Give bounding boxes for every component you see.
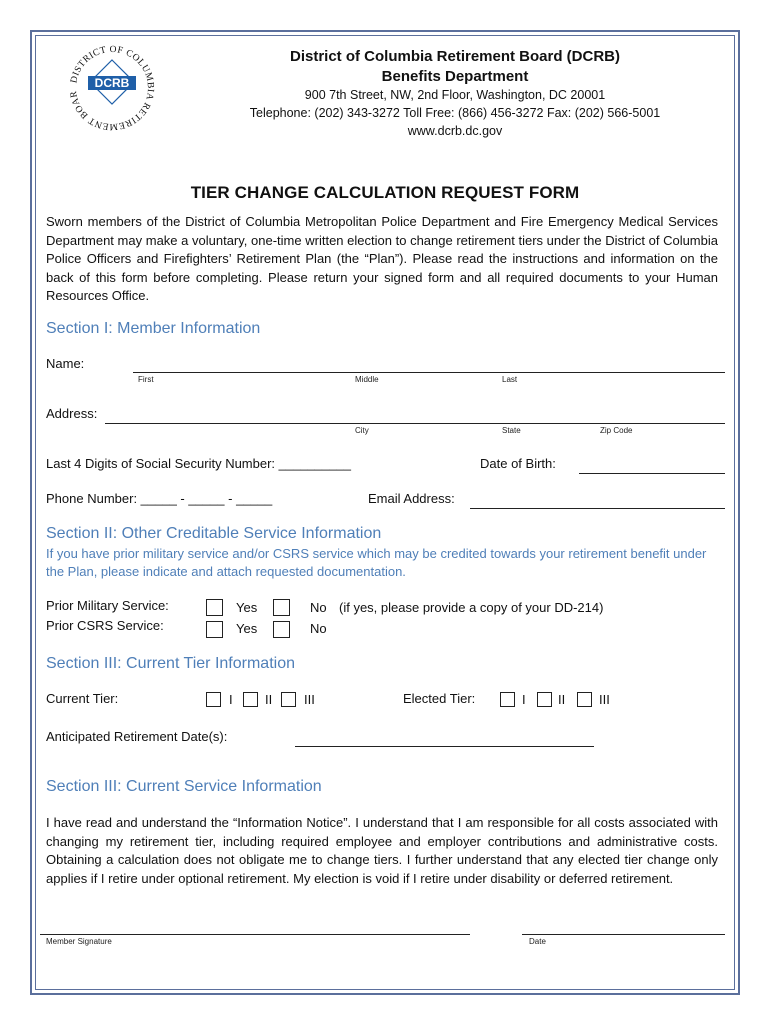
name-label: Name: xyxy=(46,356,85,371)
name-last-caption: Last xyxy=(502,375,518,384)
address-zip-caption: Zip Code xyxy=(600,426,633,435)
military-label: Prior Military Service: xyxy=(46,598,169,613)
csrs-yes-checkbox[interactable] xyxy=(206,621,223,638)
intro-paragraph: Sworn members of the District of Columbia Metropolitan Police Department and Fire Emergency Medical Services Department may make a voluntary, one-time written election to change retirement tiers under the District of Columbia Police Officers and Firefighters’ Retirement Plan (the “Plan”). Please read the instructions and information on the back of this form before completing. Please return your signed form and all required documents to your Human Resources Office. xyxy=(46,214,718,303)
retirement-date-field[interactable] xyxy=(295,746,594,747)
section3-heading: Section III: Current Tier Information xyxy=(46,655,295,672)
current-tier-label: Current Tier: xyxy=(46,691,119,706)
org-phones: Telephone: (202) 343-3272 Toll Free: (866) 456-3272 Fax: (202) 566-5001 xyxy=(249,106,661,120)
address-label: Address: xyxy=(46,406,98,421)
current-tier-1-checkbox[interactable] xyxy=(206,692,221,707)
section4-heading: Section III: Current Service Information xyxy=(46,778,322,795)
name-middle-caption: Middle xyxy=(355,375,379,384)
org-address: 900 7th Street, NW, 2nd Floor, Washington, DC 20001 xyxy=(304,88,606,102)
elected-tier-2-label: II xyxy=(558,692,566,707)
dob-label: Date of Birth: xyxy=(480,456,556,471)
retirement-date-label: Anticipated Retirement Date(s): xyxy=(46,729,228,744)
dob-field[interactable] xyxy=(579,473,725,474)
email-field[interactable] xyxy=(470,508,725,509)
org-website[interactable]: www.dcrb.dc.gov xyxy=(407,124,503,138)
elected-tier-1-label: I xyxy=(522,692,526,707)
name-first-caption: First xyxy=(138,375,154,384)
military-yes-checkbox[interactable] xyxy=(206,599,223,616)
elected-tier-3-checkbox[interactable] xyxy=(577,692,592,707)
military-note: (if yes, please provide a copy of your DD-214) xyxy=(339,600,604,615)
elected-tier-label: Elected Tier: xyxy=(403,691,476,706)
section2-heading: Section II: Other Creditable Service Information xyxy=(46,525,382,542)
acknowledgement-statement: I have read and understand the “Information Notice”. I understand that I am responsible for all costs associated with changing my retirement tier, including required employee and employer contributions and administrative costs. Obtaining a calculation does not obligate me to change tiers. I further understand that any elected tier change only applies if I retire under optional retirement. My election is void if I retire under disability or deferred retirement. xyxy=(46,815,718,886)
dcrb-logo xyxy=(64,40,160,136)
current-tier-1-label: I xyxy=(229,692,233,707)
current-tier-3-checkbox[interactable] xyxy=(281,692,296,707)
logo-center-text: DCRB xyxy=(94,76,130,90)
military-yes-label: Yes xyxy=(236,600,258,615)
signature-caption: Member Signature xyxy=(46,937,112,946)
csrs-no-label: No xyxy=(310,621,327,636)
csrs-no-checkbox[interactable] xyxy=(273,621,290,638)
address-city-caption: City xyxy=(355,426,369,435)
elected-tier-1-checkbox[interactable] xyxy=(500,692,515,707)
address-state-caption: State xyxy=(502,426,521,435)
name-field[interactable] xyxy=(133,372,725,373)
current-tier-2-checkbox[interactable] xyxy=(243,692,258,707)
org-title: District of Columbia Retirement Board (DCRB) xyxy=(289,48,621,65)
signature-date-caption: Date xyxy=(529,937,546,946)
form-title: TIER CHANGE CALCULATION REQUEST FORM xyxy=(190,183,580,202)
elected-tier-3-label: III xyxy=(599,692,610,707)
ssn-field[interactable]: Last 4 Digits of Social Security Number: __________ xyxy=(46,456,351,471)
signature-date-field[interactable] xyxy=(522,934,725,935)
csrs-yes-label: Yes xyxy=(236,621,258,636)
military-no-checkbox[interactable] xyxy=(273,599,290,616)
address-field[interactable] xyxy=(105,423,725,424)
phone-field[interactable]: Phone Number: _____ - _____ - _____ xyxy=(46,491,273,506)
csrs-label: Prior CSRS Service: xyxy=(46,618,164,633)
section2-note: If you have prior military service and/or CSRS service which may be credited towards your retirement benefit under the Plan, please indicate and attach requested documentation. xyxy=(46,546,707,579)
department-title: Benefits Department xyxy=(381,68,529,85)
signature-field[interactable] xyxy=(40,934,470,935)
elected-tier-2-checkbox[interactable] xyxy=(537,692,552,707)
logo-ring-text: DISTRICT OF COLUMBIA RETIREMENT BOAR xyxy=(68,44,156,132)
section1-heading: Section I: Member Information xyxy=(46,320,261,337)
current-tier-2-label: II xyxy=(265,692,273,707)
current-tier-3-label: III xyxy=(304,692,315,707)
email-label: Email Address: xyxy=(368,491,455,506)
military-no-label: No xyxy=(310,600,327,615)
